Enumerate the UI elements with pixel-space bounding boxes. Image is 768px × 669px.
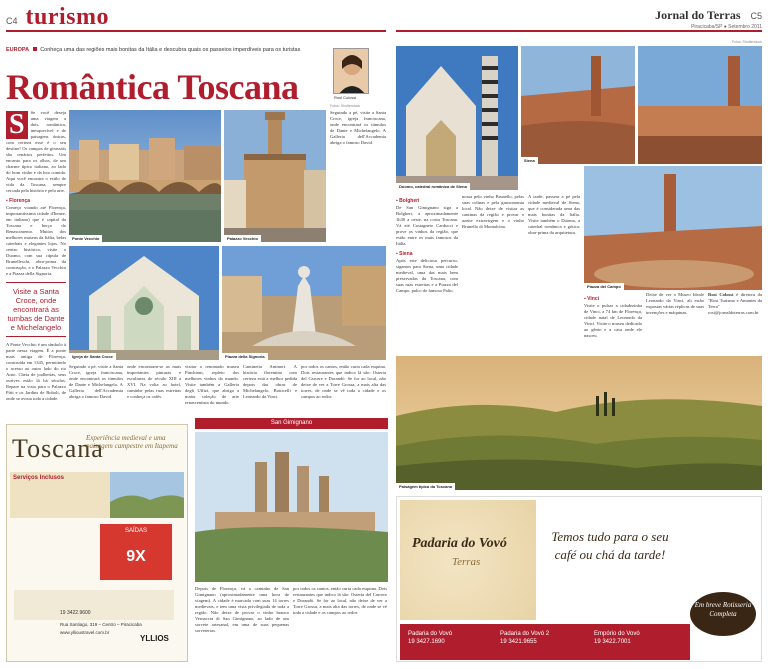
article-column-right-1 xyxy=(396,194,458,354)
bolgheri-subhead: ▪ Bolgheri xyxy=(396,198,420,204)
ad2-unit-3 xyxy=(594,630,640,646)
ad2-unit-2 xyxy=(500,630,549,646)
col3-text-b: Seguindo a pé, visite a Santa Croce, igreja franciscana, onde encontrará os túmulos de Dante e Michelangelo. A Galleria dell'Accademia abriga o famoso David. xyxy=(69,364,123,399)
caption-duomo-siena: Duomo, catedral românica de Siena xyxy=(396,183,470,190)
info-email[interactable]: rosi@jornaldoterras.com.br xyxy=(708,310,759,315)
article-column-3 xyxy=(69,364,123,416)
siena-text: Após este delicioso percurso, sigamos para Siena, uma cidade medieval, uma das mais bem preservadas da Toscana, com suas ruas estreitas e a Piazza del Campo, palco do famoso Palio. xyxy=(396,258,458,293)
article-column-right-top xyxy=(330,110,386,244)
san-gimignano-text-1 xyxy=(195,586,289,664)
photo-credit: Fotos: Shutterstock xyxy=(330,104,361,108)
san-gimignano-text-2 xyxy=(293,586,387,664)
col-b-text: nossa pelo vinho Brunello, pelas suas colinas e pela gastronomia local. Não deixe de visitar as cantinas da região e provar o azeite extravirgem e o vinho Brunello di Montalcino. xyxy=(462,194,524,229)
caption-ponte: Ponte Vecchio xyxy=(69,235,102,242)
col4-text: onde encontram-se as mais importantes pinturas e esculturas do século XIII a XVI. Na volta ao hotel, caminhe pelas ruas estreitas e conheça os cafés. xyxy=(127,364,181,399)
author-name: Rosi Colossi xyxy=(334,95,357,100)
caption-piazza-campo: Piazza del Campo xyxy=(584,283,624,290)
caption-signoria: Piazza della Signoria xyxy=(222,353,268,360)
florence-subhead: ▪ Florença xyxy=(6,198,31,204)
piazza-campo-image xyxy=(584,166,762,290)
ad2-unit-3-name: Empório do Vovó xyxy=(594,631,640,637)
ad1-fine-print xyxy=(14,590,174,620)
photo-siena-tower xyxy=(638,46,762,164)
newspaper-name: Jornal do Terras xyxy=(655,8,741,22)
signoria-image xyxy=(222,246,386,360)
header-rule-left xyxy=(6,30,386,32)
ad2-unit-2-phone: 19 3421.9655 xyxy=(500,639,537,645)
sg-text-1: Depois de Florença, vá a caminho de San Gimignano (aproximadamente uma hora de viagem). A cidade é marcada com suas 14 torres medievais, e tem uma vista privilegiada de toda a região. Não deixe de provar o vinho branco Vernaccia di San Gimignano, ao lado de um sorvete artesanal, em uma de suas pequenas sorveterias. xyxy=(195,586,289,633)
article-column-vinci xyxy=(584,292,642,354)
siena-tower-image xyxy=(638,46,762,164)
info-text: é diretora da "Rosi Turismo e Amantes da Terra" xyxy=(708,292,762,309)
ad2-unit-1 xyxy=(408,630,452,646)
ad2-unit-3-phone: 19 3422.7001 xyxy=(594,639,631,645)
ad1-services-title: Serviços Inclusos xyxy=(13,475,65,481)
duomo-siena-image xyxy=(396,46,518,190)
page-header-left xyxy=(6,4,386,28)
article-column-4 xyxy=(127,364,181,416)
ad2-brand: Padaria do Vovó xyxy=(412,536,507,551)
page-number-left: C4 xyxy=(6,16,18,26)
page-header-right xyxy=(655,6,762,30)
vinci-subhead: ▪ Vinci xyxy=(584,296,600,302)
ad1-photo xyxy=(110,472,184,518)
kicker xyxy=(6,47,300,53)
col2-text: A Ponte Vecchio é um símbolo à parte nessa viagem. É a ponte mais antiga de Florença, construída em 1345, permitindo o acesso ao outro lado do rio Arno. Cheia de joalherias, seus ourives estão lá há séculos. Repare na vista para o Palazzo Pitti e os Jardins de Boboli, de onde se avista toda a cidade. xyxy=(6,342,66,401)
vinci-text: Visite o pulsar a cidadezinha de Vinci, a 74 km de Florença, cidade natal de Leonardo da Vinci. Visite o museu dedicado ao gênio e a casa onde ele nasceu. xyxy=(584,303,642,338)
ad1-url[interactable]: www.yllioustravel.com.br xyxy=(60,630,110,635)
ad2-unit-1-phone: 19 3427.1690 xyxy=(408,639,445,645)
author-portrait-icon xyxy=(334,49,369,94)
dropcap: S xyxy=(6,111,28,139)
headline: Romântica Toscana xyxy=(6,67,299,107)
santa-croce-image xyxy=(69,246,219,360)
caption-siena: Siena xyxy=(521,157,538,164)
san-gimignano-title: San Gimignano xyxy=(195,418,388,429)
photo-ponte-vecchio xyxy=(69,110,221,242)
intro-text: Se você deseja uma viagem a dois, romântica, inesquecível e de paisagens únicas, com certeza esse é o seu destino! Os campos de girassóis são cenários perfeitos. Um encanto para os olhos, de um charme típico italiano, ao lado do bom vinho e da boa comida. Aqui você encontra o estilo de vida da Toscana, sempre cercada pela história e pela arte. xyxy=(6,110,66,193)
article-column-1 xyxy=(6,110,66,422)
edition-date: Piracicaba/SP ● Setembro 2011 xyxy=(691,24,762,30)
paisagem-image xyxy=(396,356,762,490)
siena-subhead: ▪ Siena xyxy=(396,251,413,257)
ad2-slogan: Temos tudo para o seu café ou chá da tarde! xyxy=(551,529,669,562)
caption-paisagem: Paisagem típica da Toscana xyxy=(396,483,455,490)
ad1-address: Rua Santiago, 319 – Centro – Piracicaba xyxy=(60,622,142,627)
article-column-right-2 xyxy=(462,194,524,354)
sg-text-2: por todos os cantos, então curta cada esquina. Dois restaurantes que indico lá são: Osteria del Carcere e Dorandò. Se for ao local, não deixe de ver a Torre Grossa, a mais alta das torres, de onde se vê toda a cidade e os campos ao redor. xyxy=(293,586,387,615)
caption-santa-croce: Igreja de Santa Croce xyxy=(69,353,116,360)
article-column-7 xyxy=(301,364,386,416)
ad1-phone: 19 3422.9600 xyxy=(60,610,91,616)
info-title: Rosi Colossi xyxy=(708,292,734,297)
ad1-price: 9X xyxy=(126,548,146,565)
pull-quote: Visite a Santa Croce, onde encontrará as tumbas de Dante e Michelangelo xyxy=(6,282,66,337)
col7-text: por todos os cantos, então curta cada esquina. Dois restaurantes que indico lá são: Osteria del Carcere e Dorandò. Se for ao local, não deixe de ver a Torre Grossa, a mais alta das torres, de onde se vê toda a cidade e os campos ao redor. xyxy=(301,364,386,399)
ad2-unit-2-name: Padaria do Vovó 2 xyxy=(500,631,550,637)
info-box xyxy=(708,292,762,354)
ad1-brand: YLLIOS xyxy=(140,634,169,643)
ad1-landscape-image xyxy=(110,472,184,518)
photo-credit-right: Fotos: Shutterstock xyxy=(731,40,762,44)
palazzo-vecchio-image xyxy=(224,110,326,242)
article-column-5 xyxy=(185,364,239,416)
col6-text: Cantinetta Antinori. A história florentina com certeza está a melhor pedida depois das obras de Michelangelo, Botticelli e Leonardo da Vinci. xyxy=(243,364,297,399)
florence-text: Começo voando até Florença, importantíssima cidade d'Itenze, em italiano) que é capital da Toscana e berço do Renascimento. Muitos dos melhores museus da Itália, belas catedrais e elegantes lojas. No centro histórico, visite o Duomo, com sua cúpula de Brunelleschi, obra-prima da construção, e o Palazzo Vecchio e a Piazza della Signoria. xyxy=(6,205,66,276)
photo-siena xyxy=(521,46,635,164)
article-column-6 xyxy=(243,364,297,416)
photo-santa-croce xyxy=(69,246,219,360)
photo-piazza-campo xyxy=(584,166,762,290)
kicker-square-icon xyxy=(33,47,37,51)
ad2-sub: Terras xyxy=(452,556,481,568)
san-gimignano-image xyxy=(195,432,388,582)
photo-palazzo-vecchio xyxy=(224,110,326,242)
col-c-text: A tarde, passear a pé pela cidade medieval de Siena, que é considerada uma das mais bonitas da Itália. Visite também o Duomo, a catedral românica e gótica, obra-prima da arquitetura. xyxy=(528,194,580,235)
siena-image xyxy=(521,46,635,164)
article-column-right-5 xyxy=(646,292,704,354)
photo-signoria xyxy=(222,246,386,360)
caption-palazzo: Palazzo Vecchio xyxy=(224,235,261,242)
ad1-price-box[interactable] xyxy=(100,524,172,580)
ad1-price-label: SAÍDAS xyxy=(124,528,147,534)
section-title: turismo xyxy=(25,4,110,30)
bolgheri-text: De San Gimignano siga a Bolgheri, a aproximadamente 1h30 a oeste, na costa Toscana. Vá até Castagneto Carducci e prove os vinhos da região, que estão entre os mais famosos da Itália. xyxy=(396,205,458,246)
page-number-right: C5 xyxy=(750,11,762,21)
article-column-right-3 xyxy=(528,194,580,354)
header-rule-right xyxy=(396,30,762,32)
ad1-logo: Toscana xyxy=(12,434,104,463)
col3-text: Seguindo a pé, visite a Santa Croce, igreja franciscana, onde encontrará os túmulos de Dante e Michelangelo. A Galleria dell'Accademia abriga o famoso David. xyxy=(330,110,386,145)
col5-text: visitar o renomado museu Pinchioni, repleto dos melhores vinhos do mundo. Visite também a Galleria degli Uffizi, que abriga a maior coleção de arte renascentista do mundo. xyxy=(185,364,239,405)
photo-paisagem xyxy=(396,356,762,490)
photo-san-gimignano xyxy=(195,432,388,582)
ad2-unit-1-name: Padaria do Vovó xyxy=(408,631,453,637)
photo-duomo-siena xyxy=(396,46,518,190)
ad1-services-box xyxy=(10,472,110,518)
ad2-badge: Em breve Rotisseria Completa xyxy=(690,592,756,636)
kicker-text: Conheça uma das regiões mais bonitas da Itália e descubra quais os passeios imperdíveis para os turistas xyxy=(40,47,301,53)
kicker-region: EUROPA xyxy=(6,47,30,53)
ponte-vecchio-image xyxy=(69,110,221,242)
col-e-text: Deixe de ver o Museo Ideale Leonardo da Vinci, ali estão expostas várias réplicas de suas invenções e máquinas. xyxy=(646,292,704,315)
author-photo xyxy=(333,48,369,94)
ad1-tagline: Experiência medieval e uma paisagem campestre em Itapema xyxy=(86,434,178,450)
